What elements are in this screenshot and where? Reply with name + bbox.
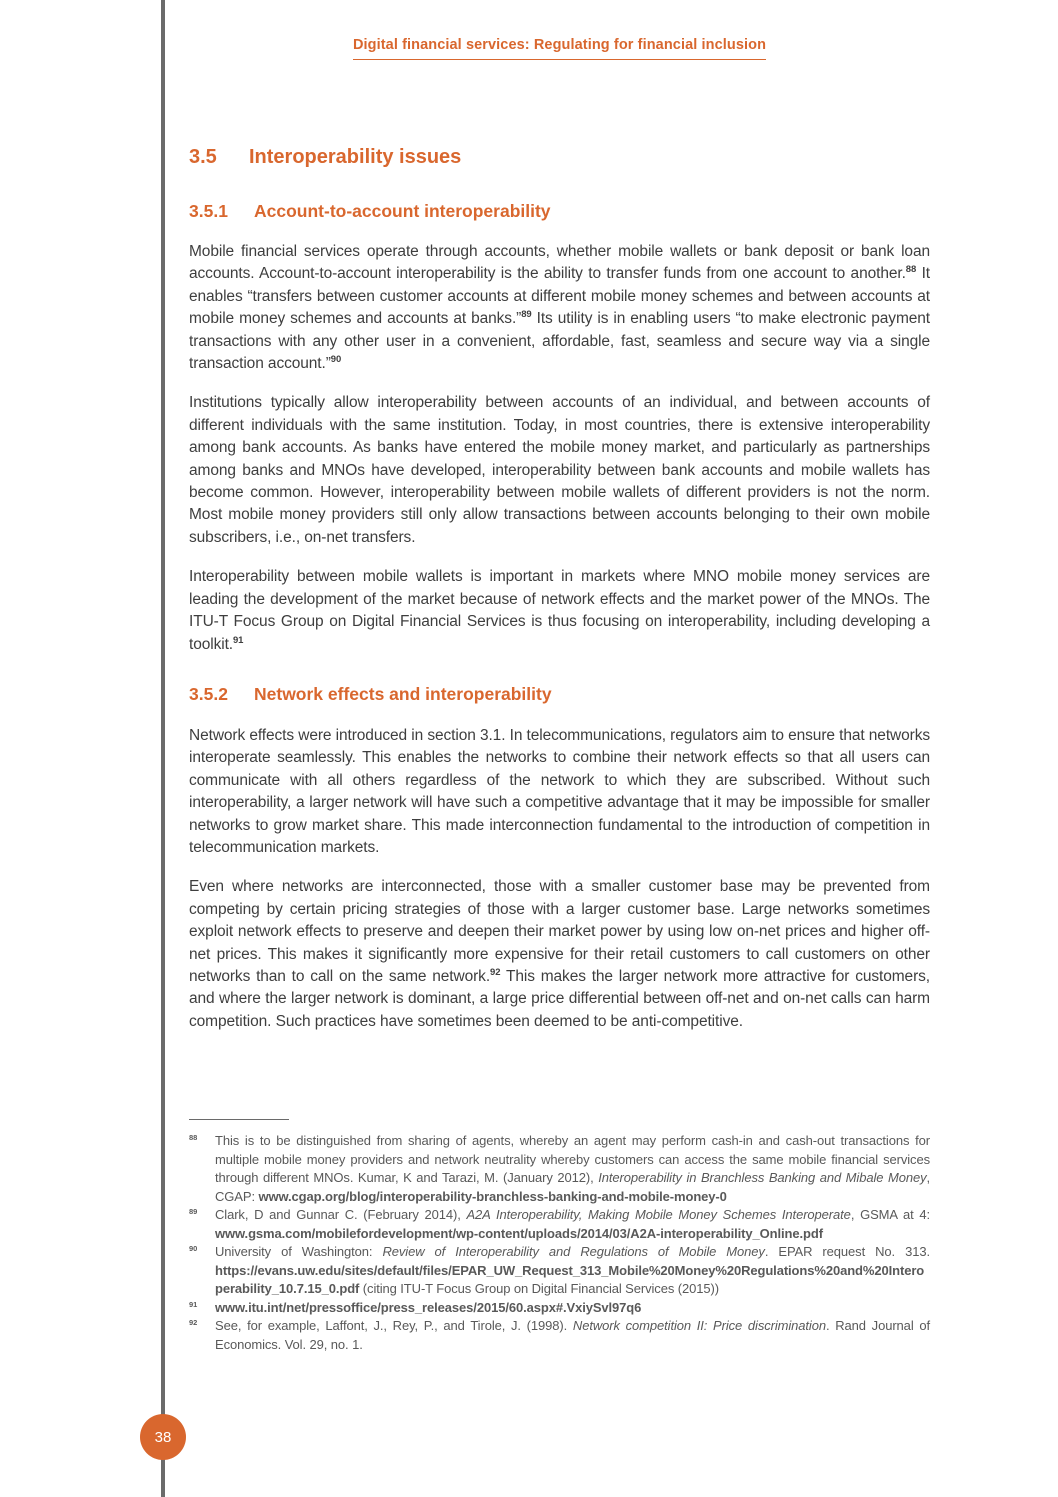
section-title: Account-to-account interoperability	[254, 201, 551, 221]
page-content	[189, 0, 930, 1354]
paragraph-account-interop-1	[189, 241, 930, 375]
citation-title: Interoperability in Branchless Banking and Mibale Money	[598, 1170, 927, 1186]
text-segment: (citing ITU-T Focus Group on Digital Financial Services (2015))	[359, 1281, 719, 1297]
footnote-marker	[189, 1299, 215, 1318]
paragraph-account-interop-2	[189, 392, 930, 549]
footnote-marker	[189, 1206, 215, 1243]
footnote-ref-91: 91	[233, 634, 244, 646]
footnotes-section	[189, 1119, 930, 1354]
text-segment: Interoperability between mobile wallets is important in markets where MNO mobile money services are leading the development of the market because of network effects and the market power of the MNOs. The ITU-T Focus Group on Digital Financial Services is thus focusing on interoperability, including developing a toolkit.	[189, 568, 930, 653]
text-segment: . EPAR request No. 313.	[764, 1244, 930, 1260]
text-segment: Network effects were introduced in section 3.1. In telecommunications, regulators aim to ensure that networks interoperate seamlessly. This enables the networks to combine their network effects so that all users can communicate with all others regardless of the network to which they are subscribed. Without such interoperability, a larger network will have such a competitive advantage that it may be impossible for smaller networks to grow market share. This made interconnection fundamental to the introduction of competition in telecommunication markets.	[189, 726, 930, 856]
footnote-marker	[189, 1132, 215, 1206]
footnote-91	[189, 1299, 930, 1318]
page-number: 38	[154, 1428, 172, 1446]
footnote-marker	[189, 1317, 215, 1354]
footnote-link[interactable]: https://evans.uw.edu/sites/default/files/EPAR_UW_Request_313_Mobile%20Money%20Regulations%20and%20Interoperability_10.7.15_0.pdf	[215, 1262, 925, 1297]
footnote-90	[189, 1243, 930, 1299]
footnote-separator	[189, 1119, 289, 1120]
text-segment: . Rand Journal of Economics. Vol. 29, no. 1.	[215, 1318, 930, 1352]
footnote-link[interactable]: www.cgap.org/blog/interoperability-branchless-banking-and-mobile-money-0	[258, 1188, 727, 1204]
footnote-ref-92: 92	[490, 966, 501, 978]
footnote-number: 91	[189, 1299, 198, 1309]
running-header	[189, 36, 930, 60]
section-title: Interoperability issues	[249, 146, 462, 168]
text-segment: Clark, D and Gunnar C. (February 2014),	[215, 1207, 467, 1223]
footnote-88	[189, 1132, 930, 1206]
footnote-link[interactable]: www.gsma.com/mobilefordevelopment/wp-content/uploads/2014/03/A2A-interoperability_Online.pdf	[215, 1225, 823, 1241]
text-segment: , GSMA at 4:	[850, 1207, 931, 1223]
footnote-number: 89	[189, 1207, 198, 1217]
footnote-text	[215, 1132, 930, 1206]
footnote-number: 88	[189, 1133, 198, 1143]
footnote-link[interactable]: www.itu.int/net/pressoffice/press_releases/2015/60.aspx#.VxiySvl97q6	[215, 1299, 642, 1315]
footnote-ref-88: 88	[905, 264, 917, 276]
text-segment: This makes the larger network more attractive for customers, and where the larger network is dominant, a large price differential between off-net and on-net calls can harm competition. Such practices have sometimes been deemed to be anti-competitive.	[189, 967, 930, 1030]
footnote-text	[215, 1206, 930, 1243]
paragraph-network-effects-2	[189, 876, 930, 1033]
footnote-number: 90	[189, 1244, 198, 1254]
section-number: 3.5.1	[189, 201, 228, 221]
text-segment: It enables “transfers between customer accounts at different mobile money schemes and between accounts at mobile money schemes and accounts at banks.”	[189, 265, 930, 328]
footnote-text	[215, 1299, 930, 1318]
footnote-ref-90: 90	[330, 353, 342, 365]
footnote-text	[215, 1317, 930, 1354]
section-heading-3-5	[189, 146, 930, 169]
text-segment: See, for example, Laffont, J., Rey, P., and Tirole, J. (1998).	[215, 1318, 573, 1334]
section-number: 3.5	[189, 146, 217, 168]
text-segment: Its utility is in enabling users “to make electronic payment transactions with any other user in a convenient, affordable, fast, seamless and secure way via a single transaction account.”	[189, 310, 930, 373]
footnote-text	[215, 1243, 930, 1299]
citation-title: A2A Interoperability, Making Mobile Money Schemes Interoperate	[466, 1207, 851, 1223]
text-segment: Mobile financial services operate through accounts, whether mobile wallets or bank deposit or bank loan accounts. Account-to-account interoperability is the ability to transfer funds from one account to another.	[189, 243, 930, 283]
running-header-title: Digital financial services: Regulating for financial inclusion	[353, 37, 766, 60]
footnote-marker	[189, 1243, 215, 1299]
section-title: Network effects and interoperability	[254, 683, 552, 704]
footnote-89	[189, 1206, 930, 1243]
text-segment: University of Washington:	[215, 1244, 383, 1260]
text-segment: Even where networks are interconnected, those with a smaller customer base may be prevented from competing by certain pricing strategies of those with a larger customer base. Large networks sometimes exploit network effects to preserve and deepen their market power by using low on-net prices and higher off-net prices. This makes it significantly more expensive for their retail customers to call customers on other networks than to call on the same network.	[189, 878, 930, 985]
footnote-ref-89: 89	[521, 309, 532, 321]
footnote-number: 92	[189, 1318, 198, 1328]
citation-title: Review of Interoperability and Regulations of Mobile Money	[382, 1244, 765, 1260]
paragraph-account-interop-3	[189, 566, 930, 656]
text-segment: This is to be distinguished from sharing of agents, whereby an agent may perform cash-in and cash-out transactions for multiple mobile money providers and network neutrality whereby customers can access the same mobile financial services through different MNOs. Kumar, K and Tarazi, M. (January 2012),	[215, 1133, 930, 1186]
section-heading-3-5-2	[189, 684, 930, 705]
text-segment: , CGAP:	[215, 1170, 931, 1204]
paragraph-network-effects-1	[189, 725, 930, 859]
footnote-92	[189, 1317, 930, 1354]
section-number: 3.5.2	[189, 683, 228, 704]
page-edge-line	[161, 0, 165, 1497]
page-number-badge	[140, 1414, 186, 1460]
text-segment: Institutions typically allow interoperability between accounts of an individual, and between accounts of different individuals with the same institution. Today, in most countries, there is extensive interoperability among bank accounts. As banks have entered the mobile money market, and particularly as partnerships among banks and MNOs have developed, interoperability between bank accounts and mobile wallets has become common. However, interoperability between mobile wallets of different providers is not the norm. Most mobile money providers still only allow transactions between accounts belonging to their own mobile subscribers, i.e., on-net transfers.	[189, 394, 930, 546]
citation-title: Network competition II: Price discrimination	[572, 1318, 826, 1334]
section-heading-3-5-1	[189, 201, 930, 222]
